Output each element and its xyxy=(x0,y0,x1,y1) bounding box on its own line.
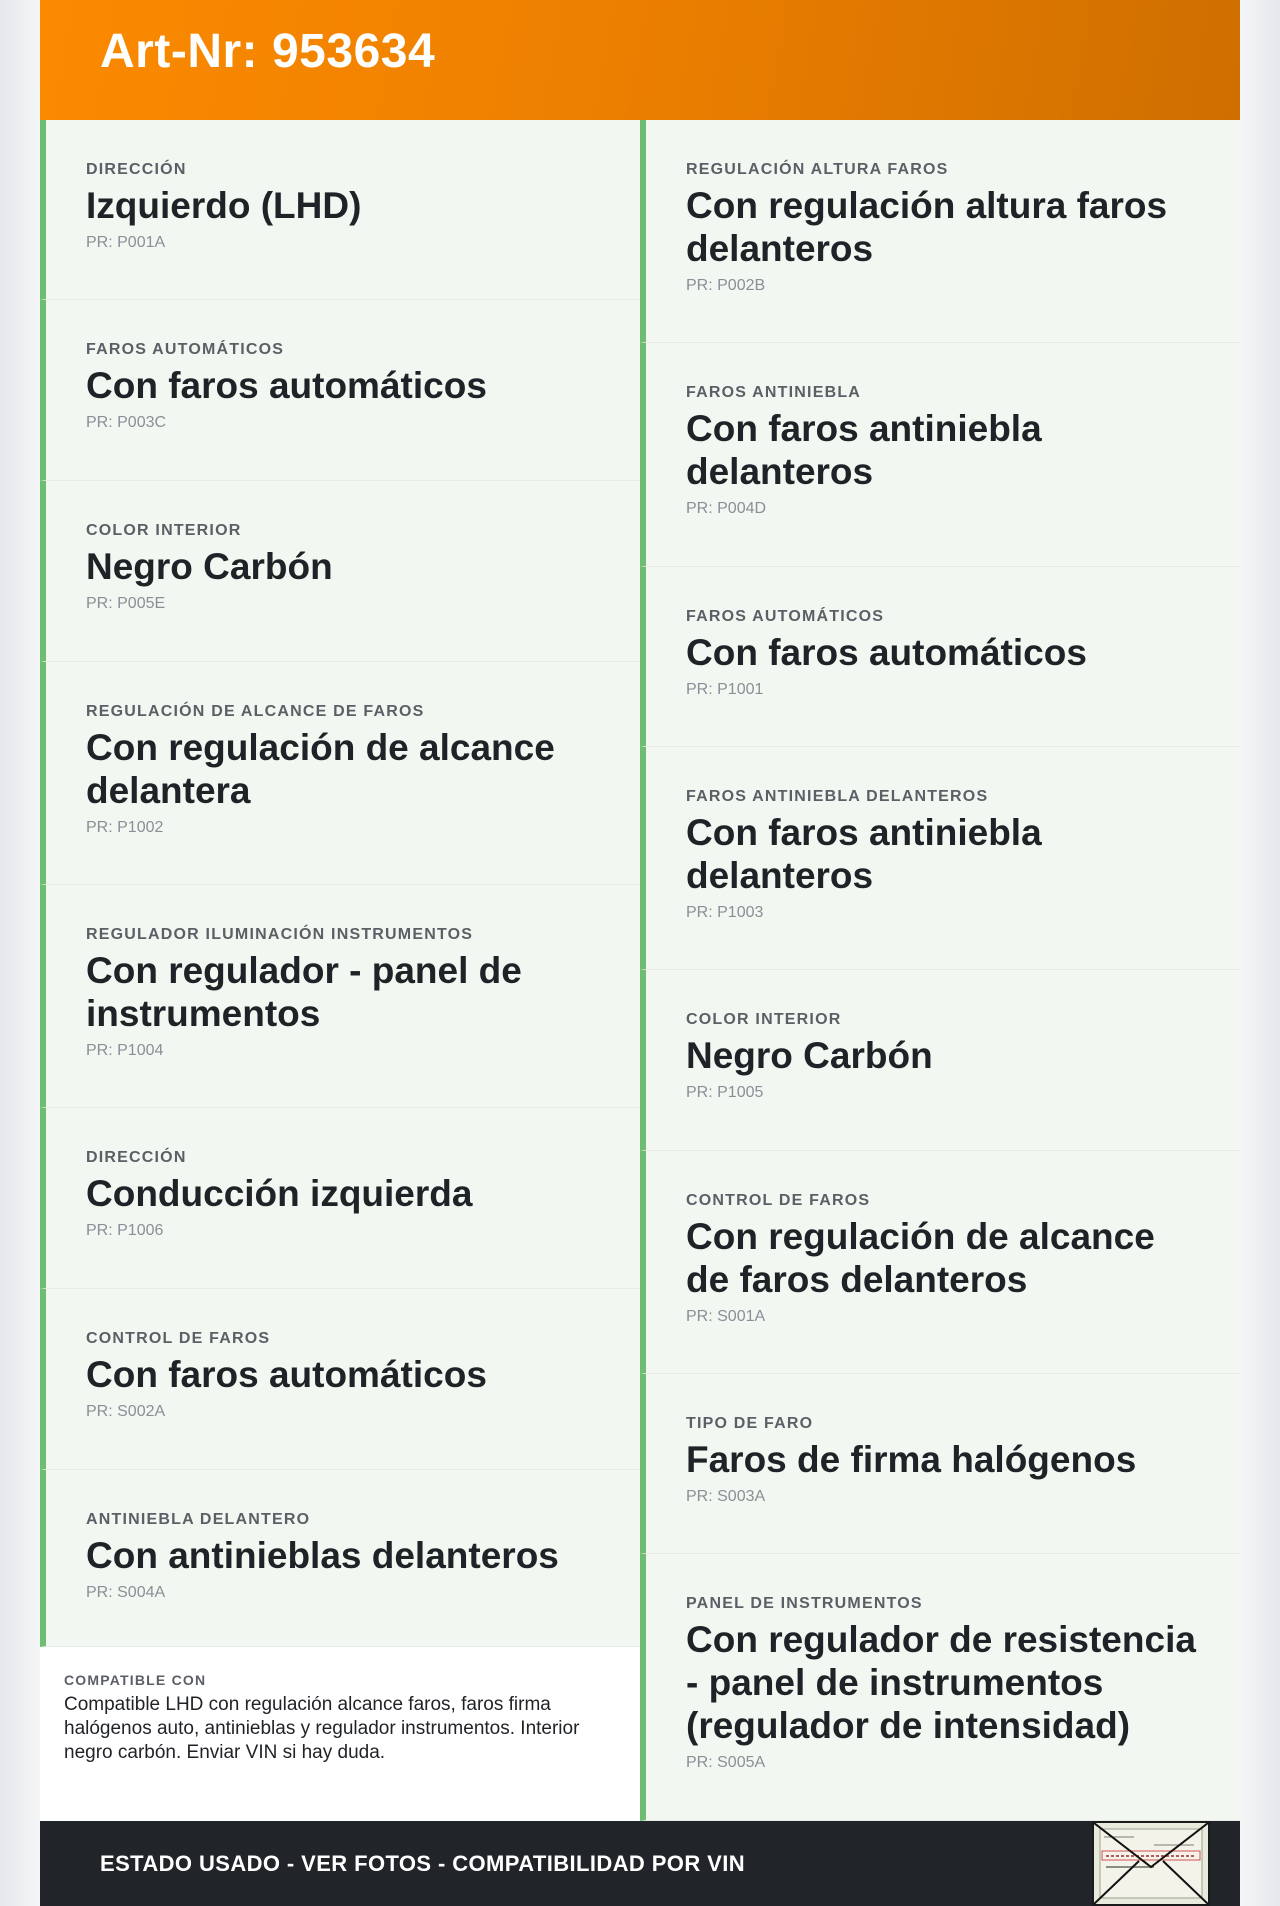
spec-value: Con faros automáticos xyxy=(686,632,1087,673)
spec-card xyxy=(640,1374,1240,1554)
spec-card xyxy=(40,662,640,885)
spec-card xyxy=(40,120,640,300)
spec-card xyxy=(40,1470,640,1647)
spec-label: DIRECCIÓN xyxy=(86,1149,187,1166)
spec-card xyxy=(640,343,1240,567)
spec-value: Negro Carbón xyxy=(686,1035,933,1076)
compatibility-text: Compatible LHD con regulación alcance faros, faros firma halógenos auto, antinieblas y regulador instrumentos. Interior negro carbón. Enviar VIN si hay duda. xyxy=(64,1694,580,1763)
spec-card xyxy=(40,1108,640,1289)
part-label-thumbnail xyxy=(1092,1821,1210,1906)
spec-pr-code: PR: S002A xyxy=(86,1403,166,1420)
spec-card xyxy=(40,1289,640,1470)
spec-label: REGULACIÓN ALTURA FAROS xyxy=(686,161,949,178)
spec-label: FAROS AUTOMÁTICOS xyxy=(86,341,285,358)
spec-value: Con faros automáticos xyxy=(86,1354,487,1395)
spec-label: CONTROL DE FAROS xyxy=(86,1330,271,1347)
spec-card xyxy=(640,1554,1240,1821)
spec-pr-code: PR: P005E xyxy=(86,595,166,612)
spec-pr-code: PR: P004D xyxy=(686,500,767,517)
spec-value: Con faros antiniebla delanteros xyxy=(686,812,1042,896)
spec-value: Con faros antiniebla delanteros xyxy=(686,408,1042,492)
spec-card xyxy=(640,567,1240,747)
spec-value: Con regulador de resistencia - panel de instrumentos (regulador de intensidad) xyxy=(686,1619,1196,1746)
spec-value: Conducción izquierda xyxy=(86,1173,473,1214)
spec-value: Faros de firma halógenos xyxy=(686,1439,1137,1480)
spec-label: COLOR INTERIOR xyxy=(86,522,242,539)
spec-label: FAROS ANTINIEBLA xyxy=(686,384,862,401)
compatibility-box xyxy=(40,1647,640,1821)
spec-label: TIPO DE FARO xyxy=(686,1415,814,1432)
spec-label: CONTROL DE FAROS xyxy=(686,1192,871,1209)
spec-value: Negro Carbón xyxy=(86,546,333,587)
spec-card xyxy=(40,885,640,1108)
spec-pr-code: PR: P1006 xyxy=(86,1222,164,1239)
spec-pr-code: PR: P1005 xyxy=(686,1084,764,1101)
spec-label: COLOR INTERIOR xyxy=(686,1011,842,1028)
spec-label: REGULACIÓN DE ALCANCE DE FAROS xyxy=(86,703,425,720)
spec-pr-code: PR: P1001 xyxy=(686,681,764,698)
spec-sheet xyxy=(40,0,1240,1906)
spec-label: FAROS AUTOMÁTICOS xyxy=(686,608,885,625)
spec-card xyxy=(640,1151,1240,1374)
spec-pr-code: PR: P001A xyxy=(86,234,166,251)
header-bar xyxy=(40,0,1240,120)
compatibility-label: COMPATIBLE CON xyxy=(64,1672,207,1688)
footer-status-text: ESTADO USADO - VER FOTOS - COMPATIBILIDAD POR VIN xyxy=(100,1851,745,1876)
spec-card xyxy=(640,747,1240,970)
spec-pr-code: PR: S001A xyxy=(686,1308,766,1325)
spec-pr-code: PR: S003A xyxy=(686,1488,766,1505)
spec-label: FAROS ANTINIEBLA DELANTEROS xyxy=(686,788,989,805)
spec-card xyxy=(640,120,1240,343)
spec-value: Con regulación altura faros delanteros xyxy=(686,185,1168,269)
spec-pr-code: PR: S004A xyxy=(86,1584,166,1601)
spec-value: Con regulador - panel de instrumentos xyxy=(86,950,522,1034)
spec-pr-code: PR: P002B xyxy=(686,277,766,294)
spec-value: Izquierdo (LHD) xyxy=(86,185,362,226)
envelope-icon xyxy=(1094,1823,1208,1904)
spec-value: Con antinieblas delanteros xyxy=(86,1535,559,1576)
spec-value: Con regulación de alcance de faros delanteros xyxy=(686,1216,1155,1300)
spec-card xyxy=(640,970,1240,1151)
spec-pr-code: PR: S005A xyxy=(686,1754,766,1771)
spec-pr-code: PR: P1002 xyxy=(86,819,164,836)
spec-value: Con faros automáticos xyxy=(86,365,487,406)
spec-label: DIRECCIÓN xyxy=(86,161,187,178)
spec-pr-code: PR: P1004 xyxy=(86,1042,164,1059)
spec-label: ANTINIEBLA DELANTERO xyxy=(86,1511,311,1528)
spec-card xyxy=(40,481,640,662)
spec-label: REGULADOR ILUMINACIÓN INSTRUMENTOS xyxy=(86,926,474,943)
spec-pr-code: PR: P1003 xyxy=(686,904,764,921)
spec-value: Con regulación de alcance delantera xyxy=(86,727,555,811)
article-number-title: Art-Nr: 953634 xyxy=(100,25,436,78)
spec-label: PANEL DE INSTRUMENTOS xyxy=(686,1595,923,1612)
footer-bar xyxy=(40,1821,1240,1906)
spec-card xyxy=(40,300,640,481)
spec-pr-code: PR: P003C xyxy=(86,414,167,431)
